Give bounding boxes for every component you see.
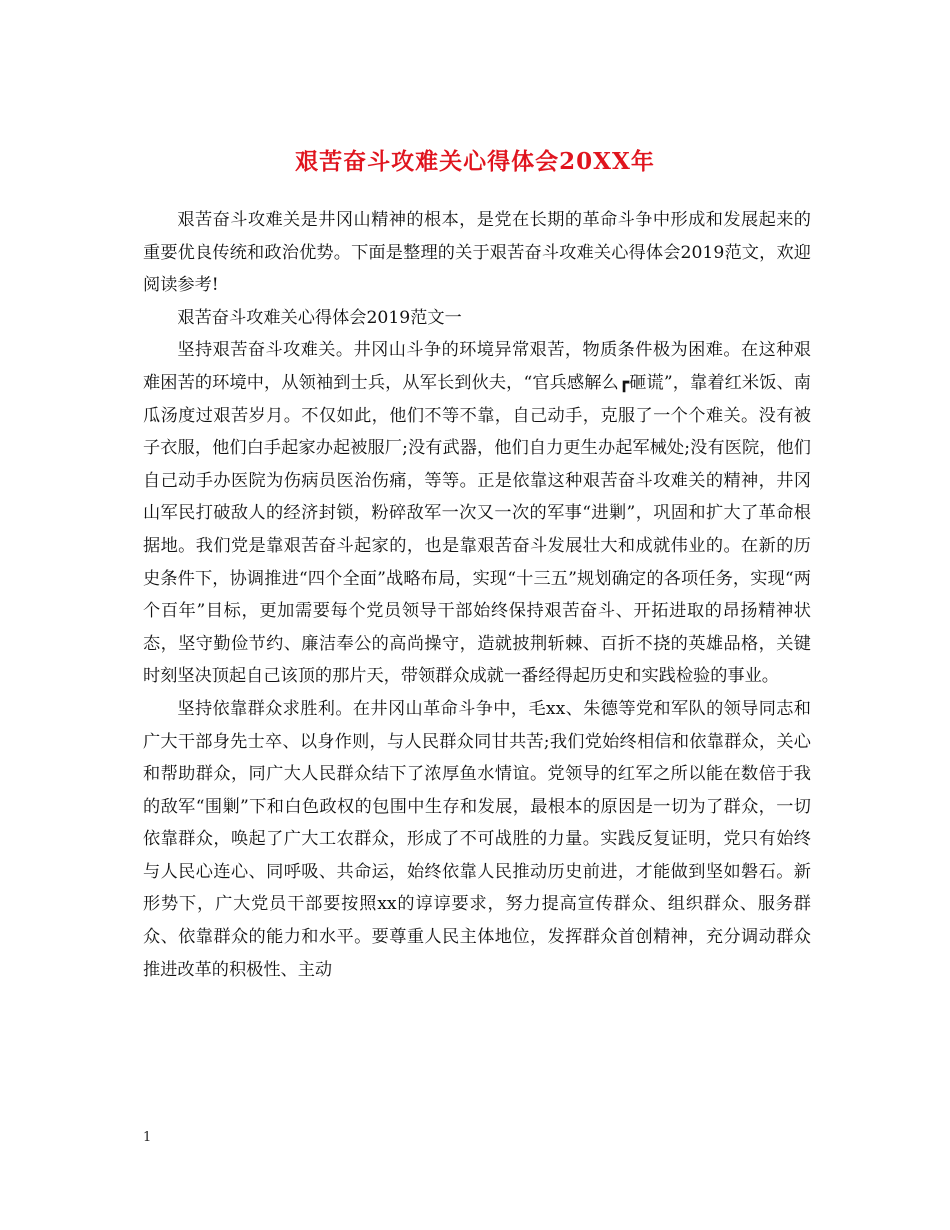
body-paragraph-masses: 坚持依靠群众求胜利。在井冈山革命斗争中，毛xx、朱德等党和军队的领导同志和广大干部身先士卒、以身作则，与人民群众同甘共苦;我们党始终相信和依靠群众，关心和帮助群众，同广大人民群众结下了浓厚鱼水情谊。党领导的红军之所以能在数倍于我的敌军“围剿”下和白色政权的包围中生存和发展，最根本的原因是一切为了群众，一切依靠群众，唤起了广大工农群众，形成了不可战胜的力量。实践反复证明，党只有始终与人民心连心、同呼吸、共命运，始终依靠人民推动历史前进，才能做到坚如磐石。新形势下，广大党员干部要按照xx的谆谆要求，努力提高宣传群众、组织群众、服务群众、依靠群众的能力和水平。要尊重人民主体地位，发挥群众首创精神，充分调动群众推进改革的积极性、主动 — [143, 698, 811, 980]
body-paragraph-hardship: 坚持艰苦奋斗攻难关。井冈山斗争的环境异常艰苦，物质条件极为困难。在这种艰难困苦的环境中，从领袖到士兵，从军长到伙夫，“官兵感解么┏砸谎”，靠着红米饭、南瓜汤度过艰苦岁月。不仅如此，他们不等不靠，自己动手，克服了一个个难关。没有被子衣服，他们白手起家办起被服厂;没有武器，他们自力更生办起军械处;没有医院，他们自己动手办医院为伤病员医治伤痛，等等。正是依靠这种艰苦奋斗攻难关的精神，井冈山军民打破敌人的经济封锁，粉碎敌军一次又一次的军事“进剿”，巩固和扩大了革命根据地。我们党是靠艰苦奋斗起家的，也是靠艰苦奋斗发展壮大和成就伟业的。在新的历史条件下，协调推进“四个全面”战略布局，实现“十三五”规划确定的各项任务，实现“两个百年”目标，更加需要每个党员领导干部始终保持艰苦奋斗、开拓进取的昂扬精神状态，坚守勤俭节约、廉洁奉公的高尚操守，造就披荆斩棘、百折不挠的英雄品格，关键时刻坚决顶起自己该顶的那片天，带领群众成就一番经得起历史和实践检验的事业。 — [143, 340, 811, 687]
document-title: 艰苦奋斗攻难关心得体会20XX年 — [295, 148, 655, 176]
page-number: 1 — [143, 1130, 152, 1145]
section-heading: 艰苦奋斗攻难关心得体会2019范文一 — [177, 307, 462, 328]
intro-paragraph: 艰苦奋斗攻难关是井冈山精神的根本，是党在长期的革命斗争中形成和发展起来的重要优良传统和政治优势。下面是整理的关于艰苦奋斗攻难关心得体会2019范文，欢迎阅读参考! — [143, 210, 811, 296]
document-body — [143, 204, 811, 986]
